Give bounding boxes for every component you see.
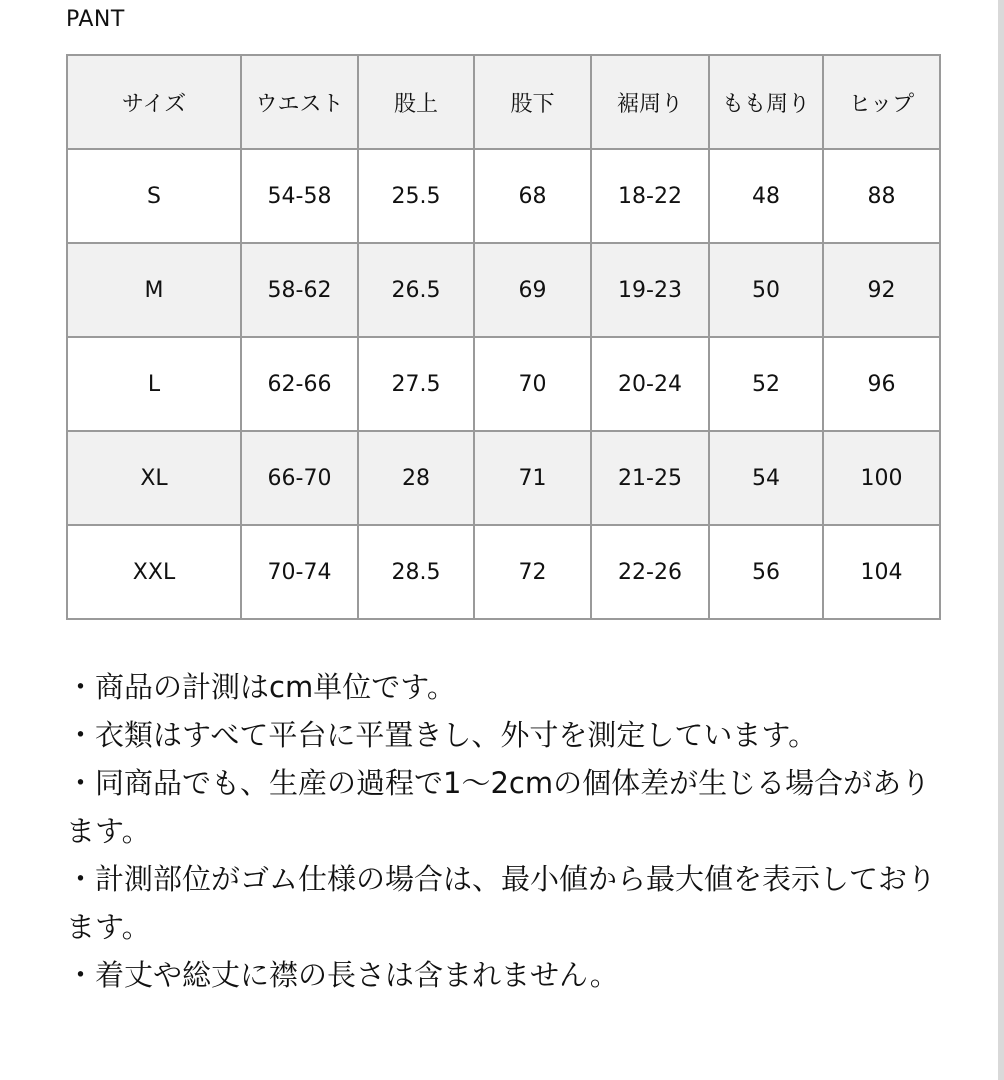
cell-thigh: 54 [709,431,823,525]
header-size: サイズ [67,55,241,149]
cell-hip: 104 [823,525,940,619]
header-rise: 股上 [358,55,474,149]
cell-thigh: 52 [709,337,823,431]
cell-hip: 92 [823,243,940,337]
cell-waist: 62-66 [241,337,358,431]
header-inseam: 股下 [474,55,591,149]
cell-size: S [67,149,241,243]
cell-inseam: 68 [474,149,591,243]
cell-inseam: 70 [474,337,591,431]
table-row [67,337,940,431]
table-row [67,243,940,337]
note-unit: ・商品の計測はcm単位です。 [66,670,456,704]
cell-waist: 70-74 [241,525,358,619]
table-row [67,149,940,243]
header-hem: 裾周り [591,55,709,149]
cell-hem: 20-24 [591,337,709,431]
cell-size: L [67,337,241,431]
header-hip: ヒップ [823,55,940,149]
measurement-notes [66,663,946,999]
cell-size: XXL [67,525,241,619]
cell-thigh: 50 [709,243,823,337]
cell-waist: 54-58 [241,149,358,243]
cell-rise: 28 [358,431,474,525]
note-method: ・衣類はすべて平台に平置きし、外寸を測定しています。 [66,718,818,752]
cell-waist: 58-62 [241,243,358,337]
cell-hip: 96 [823,337,940,431]
cell-inseam: 69 [474,243,591,337]
cell-thigh: 48 [709,149,823,243]
table-row [67,525,940,619]
size-table [66,54,941,620]
cell-waist: 66-70 [241,431,358,525]
cell-hem: 22-26 [591,525,709,619]
cell-hem: 21-25 [591,431,709,525]
note-variance: ・同商品でも、生産の過程で1〜2cmの個体差が生じる場合があります。 [66,766,931,848]
note-collar: ・着丈や総丈に襟の長さは含まれません。 [66,958,619,992]
cell-hip: 88 [823,149,940,243]
cell-size: M [67,243,241,337]
cell-inseam: 72 [474,525,591,619]
cell-hem: 18-22 [591,149,709,243]
header-waist: ウエスト [241,55,358,149]
cell-size: XL [67,431,241,525]
cell-rise: 28.5 [358,525,474,619]
table-header-row [67,55,940,149]
cell-rise: 26.5 [358,243,474,337]
right-edge-divider [998,0,1004,1080]
cell-inseam: 71 [474,431,591,525]
cell-hem: 19-23 [591,243,709,337]
table-row [67,431,940,525]
cell-hip: 100 [823,431,940,525]
cell-thigh: 56 [709,525,823,619]
cell-rise: 27.5 [358,337,474,431]
note-elastic: ・計測部位がゴム仕様の場合は、最小値から最大値を表示しております。 [66,862,937,944]
page-title: PANT [66,7,125,32]
header-thigh: もも周り [709,55,823,149]
cell-rise: 25.5 [358,149,474,243]
